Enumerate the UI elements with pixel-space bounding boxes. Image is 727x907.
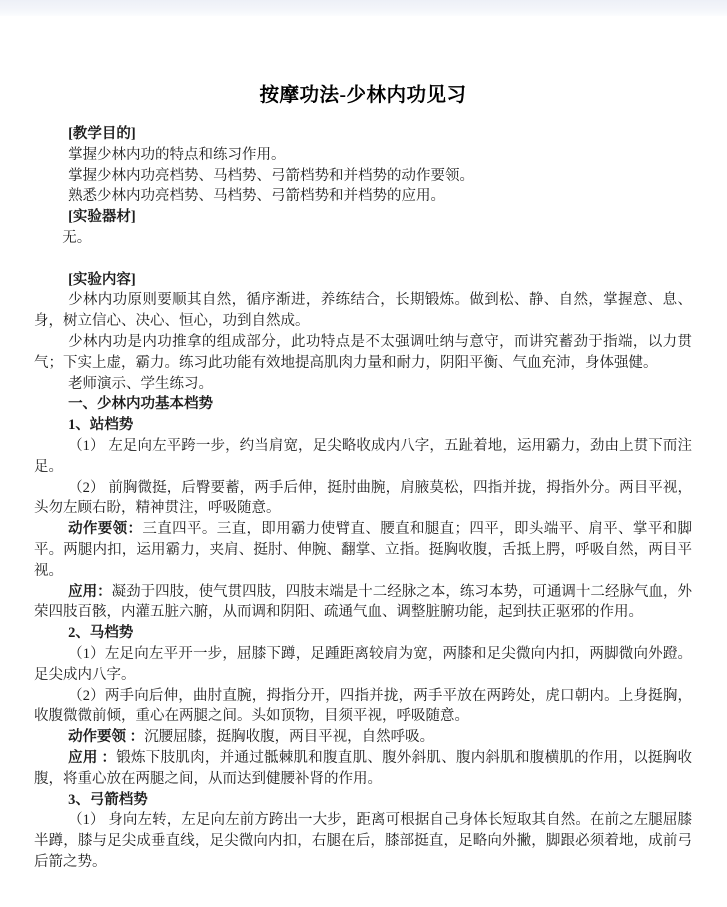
doc-paragraph: 少林内功原则要顺其自然，循序渐进，养练结合，长期锻炼。做到松、静、自然，掌握意、息、身，树立信心、决心、恒心，功到自然成。	[34, 292, 692, 330]
top-chrome-strip	[0, 0, 727, 16]
doc-bracket-heading: [实验内容]	[68, 271, 136, 288]
para-label: 动作要领 ：	[68, 729, 145, 746]
doc-subsection-heading: 3、弓箭档势	[68, 791, 148, 808]
doc-paragraph: （1） 左足向左平跨一步，约当肩宽，足尖略收成内八字，五趾着地，运用霸力，劲由上贯下而注足。	[34, 437, 692, 475]
doc-labeled-paragraph	[34, 727, 692, 748]
doc-paragraph: 老师演示、学生练习。	[68, 375, 214, 392]
document-title: 按摩功法-少林内功见习	[259, 85, 467, 106]
doc-labeled-paragraph	[34, 748, 692, 790]
para-text: 凝劲于四肢，使气贯四肢，四肢末端是十二经脉之本，练习本势，可通调十二经脉气血，外荣四肢百骸，内灌五脏六腑，从而调和阴阳、疏通气血、调整脏腑功能，起到扶正驱邪的作用。	[34, 583, 692, 621]
para-text: 锻炼下肢肌肉，并通过骶棘肌和腹直肌、腹外斜肌、腹内斜肌和腹横肌的作用，以挺胸收腹，将重心放在两腿之间，从而达到健腰补肾的作用。	[34, 749, 692, 787]
para-text: 沉腰屈膝，挺胸收腹，两目平视，自然呼吸。	[144, 729, 435, 746]
blank-line	[34, 249, 692, 270]
document-page	[0, 83, 727, 873]
doc-labeled-paragraph	[34, 582, 692, 624]
doc-section-heading: 一、少林内功基本档势	[68, 396, 214, 413]
doc-paragraph: （2）两手向后伸，曲肘直腕，拇指分开，四指并拢，两手平放在两跨处，虎口朝内。上身挺胸，收腹微微前倾，重心在两腿之间。头如顶物，目须平视，呼吸随意。	[34, 687, 692, 725]
doc-labeled-paragraph	[34, 519, 692, 581]
doc-paragraph: （2） 前胸微挺，后臀要蓄，两手后伸，挺肘曲腕，肩腋莫松，四指并拢，拇指外分。两目平视，头勿左顾右盼，精神贯注，呼吸随意。	[34, 479, 692, 517]
para-label: 应用：	[68, 583, 112, 600]
doc-bracket-heading: [实验器材]	[68, 209, 136, 226]
doc-paragraph: 掌握少林内功的特点和练习作用。	[68, 146, 286, 163]
para-label: 应用 ：	[68, 749, 117, 766]
para-text: 三直四平。三直，即用霸力使臂直、腰直和腿直；四平，即头端平、肩平、掌平和脚平。两腿内扣，运用霸力，夹肩、挺肘、伸腕、翻掌、立指。挺胸收腹，舌抵上腭，呼吸自然，两目平视。	[34, 521, 693, 579]
doc-subsection-heading: 2、马档势	[68, 625, 134, 642]
doc-paragraph: 熟悉少林内功亮档势、马档势、弓箭档势和并档势的应用。	[68, 188, 446, 205]
doc-paragraph: （1）左足向左平开一步，屈膝下蹲，足踵距离较肩为宽，两膝和足尖微向内扣，两脚微向外蹬。足尖成内八字。	[34, 645, 692, 683]
doc-paragraph: （1） 身向左转，左足向左前方跨出一大步，距离可根据自己身体长短取其自然。在前之左腿屈膝半蹲，膝与足尖成垂直线，足尖微向内扣，右腿在后，膝部挺直，足略向外撇，脚跟必须着地，成前弓后箭之势。	[34, 812, 692, 870]
doc-subsection-heading: 1、站档势	[68, 417, 134, 434]
para-label: 动作要领：	[68, 521, 143, 538]
doc-paragraph: 无。	[62, 229, 92, 246]
doc-paragraph: 掌握少林内功亮档势、马档势、弓箭档势和并档势的动作要领。	[68, 167, 475, 184]
doc-bracket-heading: [教学目的]	[68, 126, 136, 142]
doc-paragraph: 少林内功是内功推拿的组成部分，此功特点是不太强调吐纳与意守，而讲究蓄劲于指端，以力贯气；下实上虚，霸力。练习此功能有效地提高肌肉力量和耐力，阴阳平衡、气血充沛，身体强健。	[34, 333, 692, 371]
